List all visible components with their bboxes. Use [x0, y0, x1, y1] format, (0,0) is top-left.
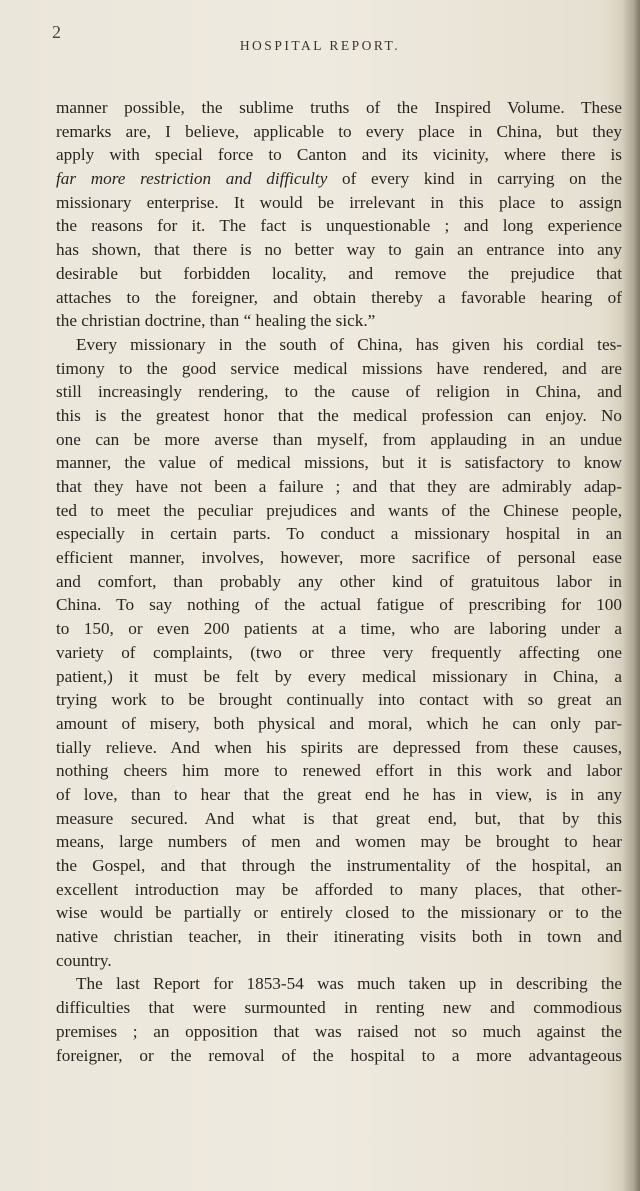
text-line: The last Report for 1853-54 was much taken up in describing the — [76, 974, 622, 994]
italic-emphasis: far more restriction and difficulty — [56, 169, 328, 189]
paragraph-2 — [56, 333, 622, 973]
running-head: HOSPITAL REPORT. — [239, 38, 401, 53]
text-line: China. To say nothing of the actual fatigue of prescribing for 100 — [56, 595, 622, 615]
text-line: excellent introduction may be afforded to many places, that other- — [56, 879, 622, 899]
text-line: premises ; an opposition that was raised not so much against the — [56, 1021, 622, 1041]
paragraph-1 — [56, 96, 622, 333]
text-line: trying work to be brought continually into contact with so great an — [56, 690, 622, 710]
text-line: difficulties that were surmounted in renting new and commodious — [56, 998, 622, 1018]
text-line: native christian teacher, in their itinerating visits both in town and — [56, 927, 622, 947]
text-line: of love, than to hear that the great end he has in view, is in any — [56, 784, 622, 804]
text-line: missionary enterprise. It would be irrelevant in this place to assign — [56, 192, 622, 212]
text-line: wise would be partially or entirely closed to the missionary or to the — [56, 903, 622, 923]
text-fragment: of every kind in carrying on the — [327, 169, 622, 189]
text-line: has shown, that there is no better way to gain an entrance into any — [56, 240, 622, 260]
text-line: that they have not been a failure ; and that they are admirably adap- — [56, 477, 622, 496]
text-line: the christian doctrine, than “ healing the sick.” — [56, 311, 376, 331]
text-line: one can be more averse than myself, from applauding in an undue — [56, 429, 622, 449]
text-line: measure secured. And what is that great end, but, that by this — [56, 808, 622, 828]
text-line: especially in certain parts. To conduct a missionary hospital in an — [56, 524, 622, 544]
text-line: and comfort, than probably any other kind of gratuitous labor in — [56, 571, 622, 591]
text-line: apply with special force to Canton and its vicinity, where there is — [56, 145, 622, 165]
text-line: the reasons for it. The fact is unquestionable ; and long experience — [56, 216, 622, 236]
text-line: country. — [56, 950, 112, 970]
text-line: this is the greatest honor that the medical profession can enjoy. No — [56, 405, 622, 425]
text-line: ted to meet the peculiar prejudices and wants of the Chinese people, — [56, 500, 622, 520]
text-line: timony to the good service medical missions have rendered, and are — [56, 358, 622, 378]
text-line-italic — [56, 167, 622, 191]
binding-edge-shadow — [622, 0, 640, 1191]
text-line: to 150, or even 200 patients at a time, who are laboring under a — [56, 619, 622, 639]
text-line: tially relieve. And when his spirits are depressed from these causes, — [56, 737, 622, 757]
text-line: attaches to the foreigner, and obtain thereby a favorable hearing of — [56, 287, 622, 307]
text-line: still increasingly rendering, to the cause of religion in China, and — [56, 382, 622, 402]
text-line: variety of complaints, (two or three very frequently affecting one — [56, 642, 622, 662]
body-text — [56, 96, 622, 1067]
page-number: 2 — [52, 22, 61, 42]
paragraph-3 — [56, 972, 622, 1067]
text-line: Every missionary in the south of China, has given his cordial tes- — [76, 334, 622, 354]
text-line: efficient manner, involves, however, more sacrifice of personal ease — [56, 548, 622, 568]
text-line: patient,) it must be felt by every medical missionary in China, a — [56, 666, 622, 686]
text-line: desirable but forbidden locality, and remove the prejudice that — [56, 263, 622, 283]
text-line: remarks are, I believe, applicable to every place in China, but they — [56, 121, 622, 141]
text-line: manner possible, the sublime truths of the Inspired Volume. These — [56, 98, 622, 117]
text-line: the Gospel, and that through the instrumentality of the hospital, an — [56, 856, 622, 875]
text-line: manner, the value of medical missions, but it is satisfactory to know — [56, 453, 622, 473]
text-line: amount of misery, both physical and moral, which he can only par- — [56, 713, 622, 733]
text-line: means, large numbers of men and women may be brought to hear — [56, 832, 622, 852]
text-line: foreigner, or the removal of the hospital to a more advantageous — [56, 1045, 622, 1065]
text-line: nothing cheers him more to renewed effort in this work and labor — [56, 761, 622, 781]
